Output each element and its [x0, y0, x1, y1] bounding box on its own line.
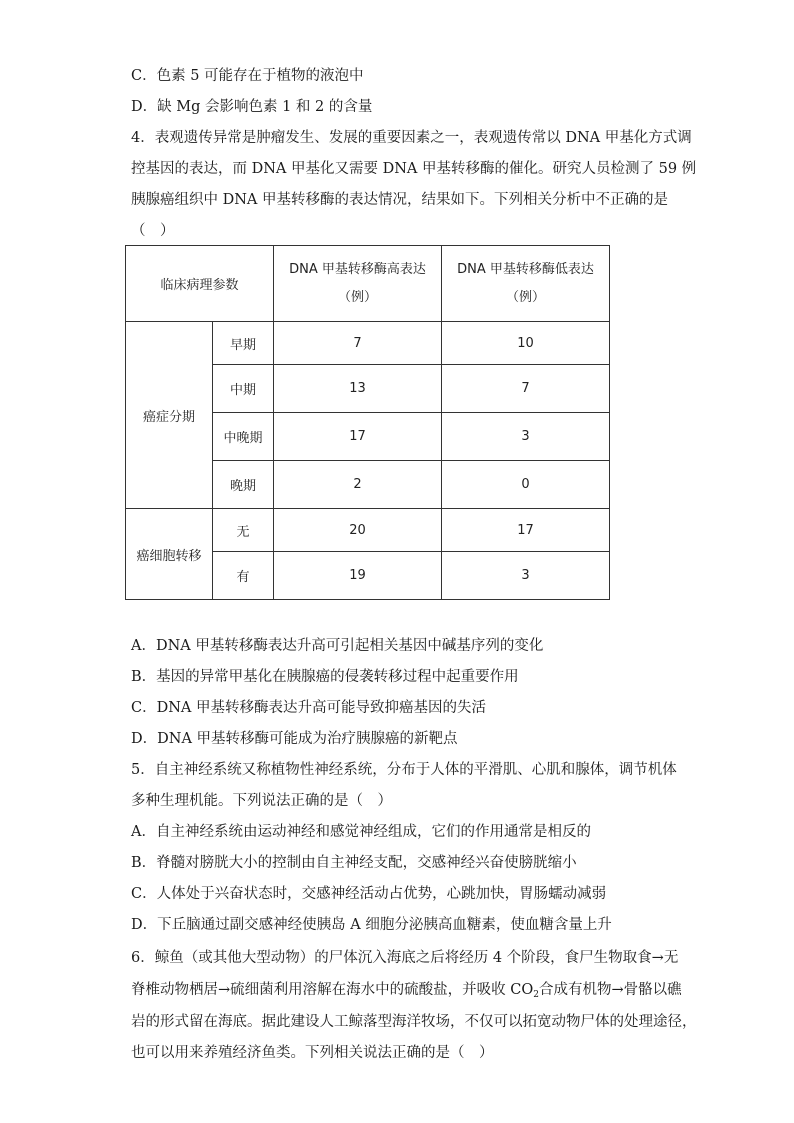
high-header-line-1: DNA 甲基转移酶高表达	[289, 261, 426, 277]
low-count-cell: 10	[442, 322, 610, 365]
high-count-cell: 2	[274, 461, 442, 509]
q6-stem-line-4: 也可以用来养殖经济鱼类。下列相关说法正确的是（ ）	[131, 1045, 494, 1061]
q5-option-c: C．人体处于兴奋状态时，交感神经活动占优势，心跳加快，胃肠蠕动减弱	[131, 886, 607, 902]
high-expression-header	[274, 246, 442, 322]
stage-label: 早期	[213, 322, 274, 365]
dna-methyltransferase-table	[125, 245, 610, 600]
q3-option-d: D．缺 Mg 会影响色素 1 和 2 的含量	[131, 99, 373, 115]
q5-stem-line-1: 5．自主神经系统又称植物性神经系统，分布于人体的平滑肌、心肌和腺体，调节机体	[131, 762, 677, 778]
q4-stem-line-3: 胰腺癌组织中 DNA 甲基转移酶的表达情况，结果如下。下列相关分析中不正确的是	[131, 192, 668, 208]
q6-stem-line-3: 岩的形式留在海底。据此建设人工鲸落型海洋牧场，不仅可以拓宽动物尸体的处理途径，	[131, 1014, 697, 1030]
q3-option-c: C．色素 5 可能存在于植物的液泡中	[131, 68, 364, 84]
q5-option-a: A．自主神经系统由运动神经和感觉神经组成，它们的作用通常是相反的	[131, 824, 591, 840]
q4-stem-line-1: 4．表观遗传异常是肿瘤发生、发展的重要因素之一，表观遗传常以 DNA 甲基化方式调	[131, 130, 692, 146]
q6-stem-line-2	[131, 980, 682, 1005]
q4-option-c: C．DNA 甲基转移酶表达升高可能导致抑癌基因的失活	[131, 700, 486, 716]
q4-stem-line-4: （ ）	[131, 223, 175, 239]
stage-label: 中期	[213, 365, 274, 413]
q6-stem-line-1: 6．鲸鱼（或其他大型动物）的尸体沉入海底之后将经历 4 个阶段，食尸生物取食→无	[131, 950, 679, 966]
metastasis-group-label: 癌细胞转移	[126, 509, 213, 600]
low-count-cell: 0	[442, 461, 610, 509]
q6-line2-part-b: 合成有机物→骨骼以礁	[538, 982, 682, 998]
q6-line2-part-a: 脊椎动物栖居→硫细菌利用溶解在海水中的硫酸盐，并吸收 CO	[131, 982, 534, 998]
high-count-cell: 19	[274, 552, 442, 600]
low-header-line-1: DNA 甲基转移酶低表达	[457, 261, 594, 277]
high-count-cell: 17	[274, 413, 442, 461]
stage-label: 晚期	[213, 461, 274, 509]
stage-label: 中晚期	[213, 413, 274, 461]
q4-stem-line-2: 控基因的表达，而 DNA 甲基化又需要 DNA 甲基转移酶的催化。研究人员检测了 59 例	[131, 161, 697, 177]
low-count-cell: 17	[442, 509, 610, 552]
q4-option-a: A．DNA 甲基转移酶表达升高可引起相关基因中碱基序列的变化	[131, 638, 544, 654]
param-header: 临床病理参数	[126, 246, 274, 322]
q4-option-d: D．DNA 甲基转移酶可能成为治疗胰腺癌的新靶点	[131, 731, 458, 747]
low-count-cell: 3	[442, 413, 610, 461]
co2-subscript: 2	[533, 990, 539, 1000]
low-expression-header	[442, 246, 610, 322]
q5-option-b: B．脊髓对膀胱大小的控制由自主神经支配，交感神经兴奋使膀胱缩小	[131, 855, 577, 871]
metastasis-label: 无	[213, 509, 274, 552]
low-header-line-2: （例）	[505, 289, 545, 305]
high-count-cell: 20	[274, 509, 442, 552]
high-count-cell: 13	[274, 365, 442, 413]
metastasis-label: 有	[213, 552, 274, 600]
low-count-cell: 3	[442, 552, 610, 600]
high-header-line-2: （例）	[337, 289, 377, 305]
q5-stem-line-2: 多种生理机能。下列说法正确的是（ ）	[131, 793, 392, 809]
high-count-cell: 7	[274, 322, 442, 365]
stage-group-label: 癌症分期	[126, 322, 213, 509]
q4-option-b: B．基因的异常甲基化在胰腺癌的侵袭转移过程中起重要作用	[131, 669, 519, 685]
low-count-cell: 7	[442, 365, 610, 413]
q5-option-d: D．下丘脑通过副交感神经使胰岛 A 细胞分泌胰高血糖素，使血糖含量上升	[131, 917, 612, 933]
